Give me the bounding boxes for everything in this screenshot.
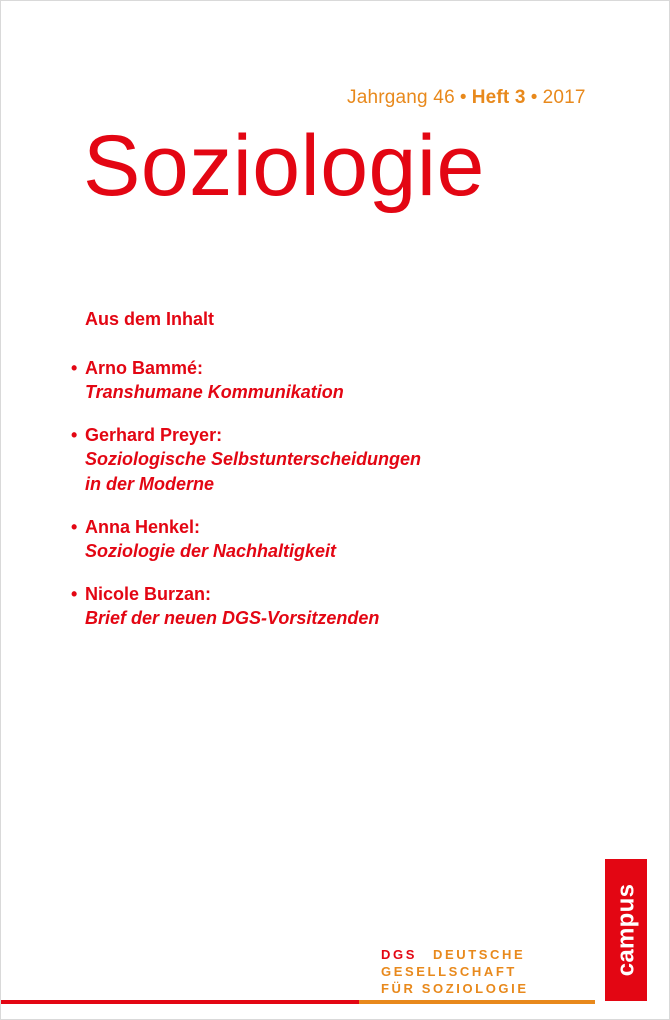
author-line: [71, 356, 421, 380]
bullet: •: [71, 584, 78, 604]
author-name: Anna Henkel:: [85, 517, 201, 537]
society-line-2: GESELLSCHAFT: [381, 964, 517, 979]
contents-list: [71, 356, 421, 649]
separator-dot: •: [530, 87, 538, 108]
red-divider: [1, 1000, 359, 1004]
article-title: Soziologie der Nachhaltigkeit: [85, 541, 337, 561]
article-title: in der Moderne: [85, 474, 215, 494]
contents-item: [71, 582, 421, 631]
author-name: Gerhard Preyer:: [85, 425, 223, 445]
publisher-logo: [605, 859, 647, 1001]
contents-item: [71, 423, 421, 497]
contents-item: [71, 515, 421, 564]
publisher-name: campus: [612, 883, 640, 977]
author-name: Arno Bammé:: [85, 358, 204, 378]
article-title: Brief der neuen DGS-Vorsitzenden: [85, 608, 380, 628]
author-line: [71, 423, 421, 447]
separator-dot: •: [459, 87, 467, 108]
society-name-1: DEUTSCHE: [432, 947, 526, 962]
society-logo: [381, 946, 529, 997]
society-line-3: FÜR SOZIOLOGIE: [381, 981, 529, 996]
bullet: •: [71, 425, 78, 445]
bullet: •: [71, 358, 78, 378]
orange-divider: [359, 1000, 595, 1004]
bullet: •: [71, 517, 78, 537]
issue-label: Heft 3: [471, 87, 526, 108]
year-label: 2017: [542, 87, 586, 108]
contents-item: [71, 356, 421, 405]
society-abbr: DGS: [381, 947, 417, 962]
author-line: [71, 582, 421, 606]
issue-line: [347, 87, 586, 109]
volume-label: Jahrgang 46: [347, 87, 455, 108]
author-name: Nicole Burzan:: [85, 584, 212, 604]
article-title: Soziologische Selbstunterscheidungen: [85, 449, 422, 469]
journal-title: Soziologie: [83, 118, 485, 214]
author-line: [71, 515, 421, 539]
society-line-1: [381, 946, 529, 963]
article-title: Transhumane Kommunikation: [85, 382, 344, 402]
contents-heading: Aus dem Inhalt: [85, 309, 215, 329]
